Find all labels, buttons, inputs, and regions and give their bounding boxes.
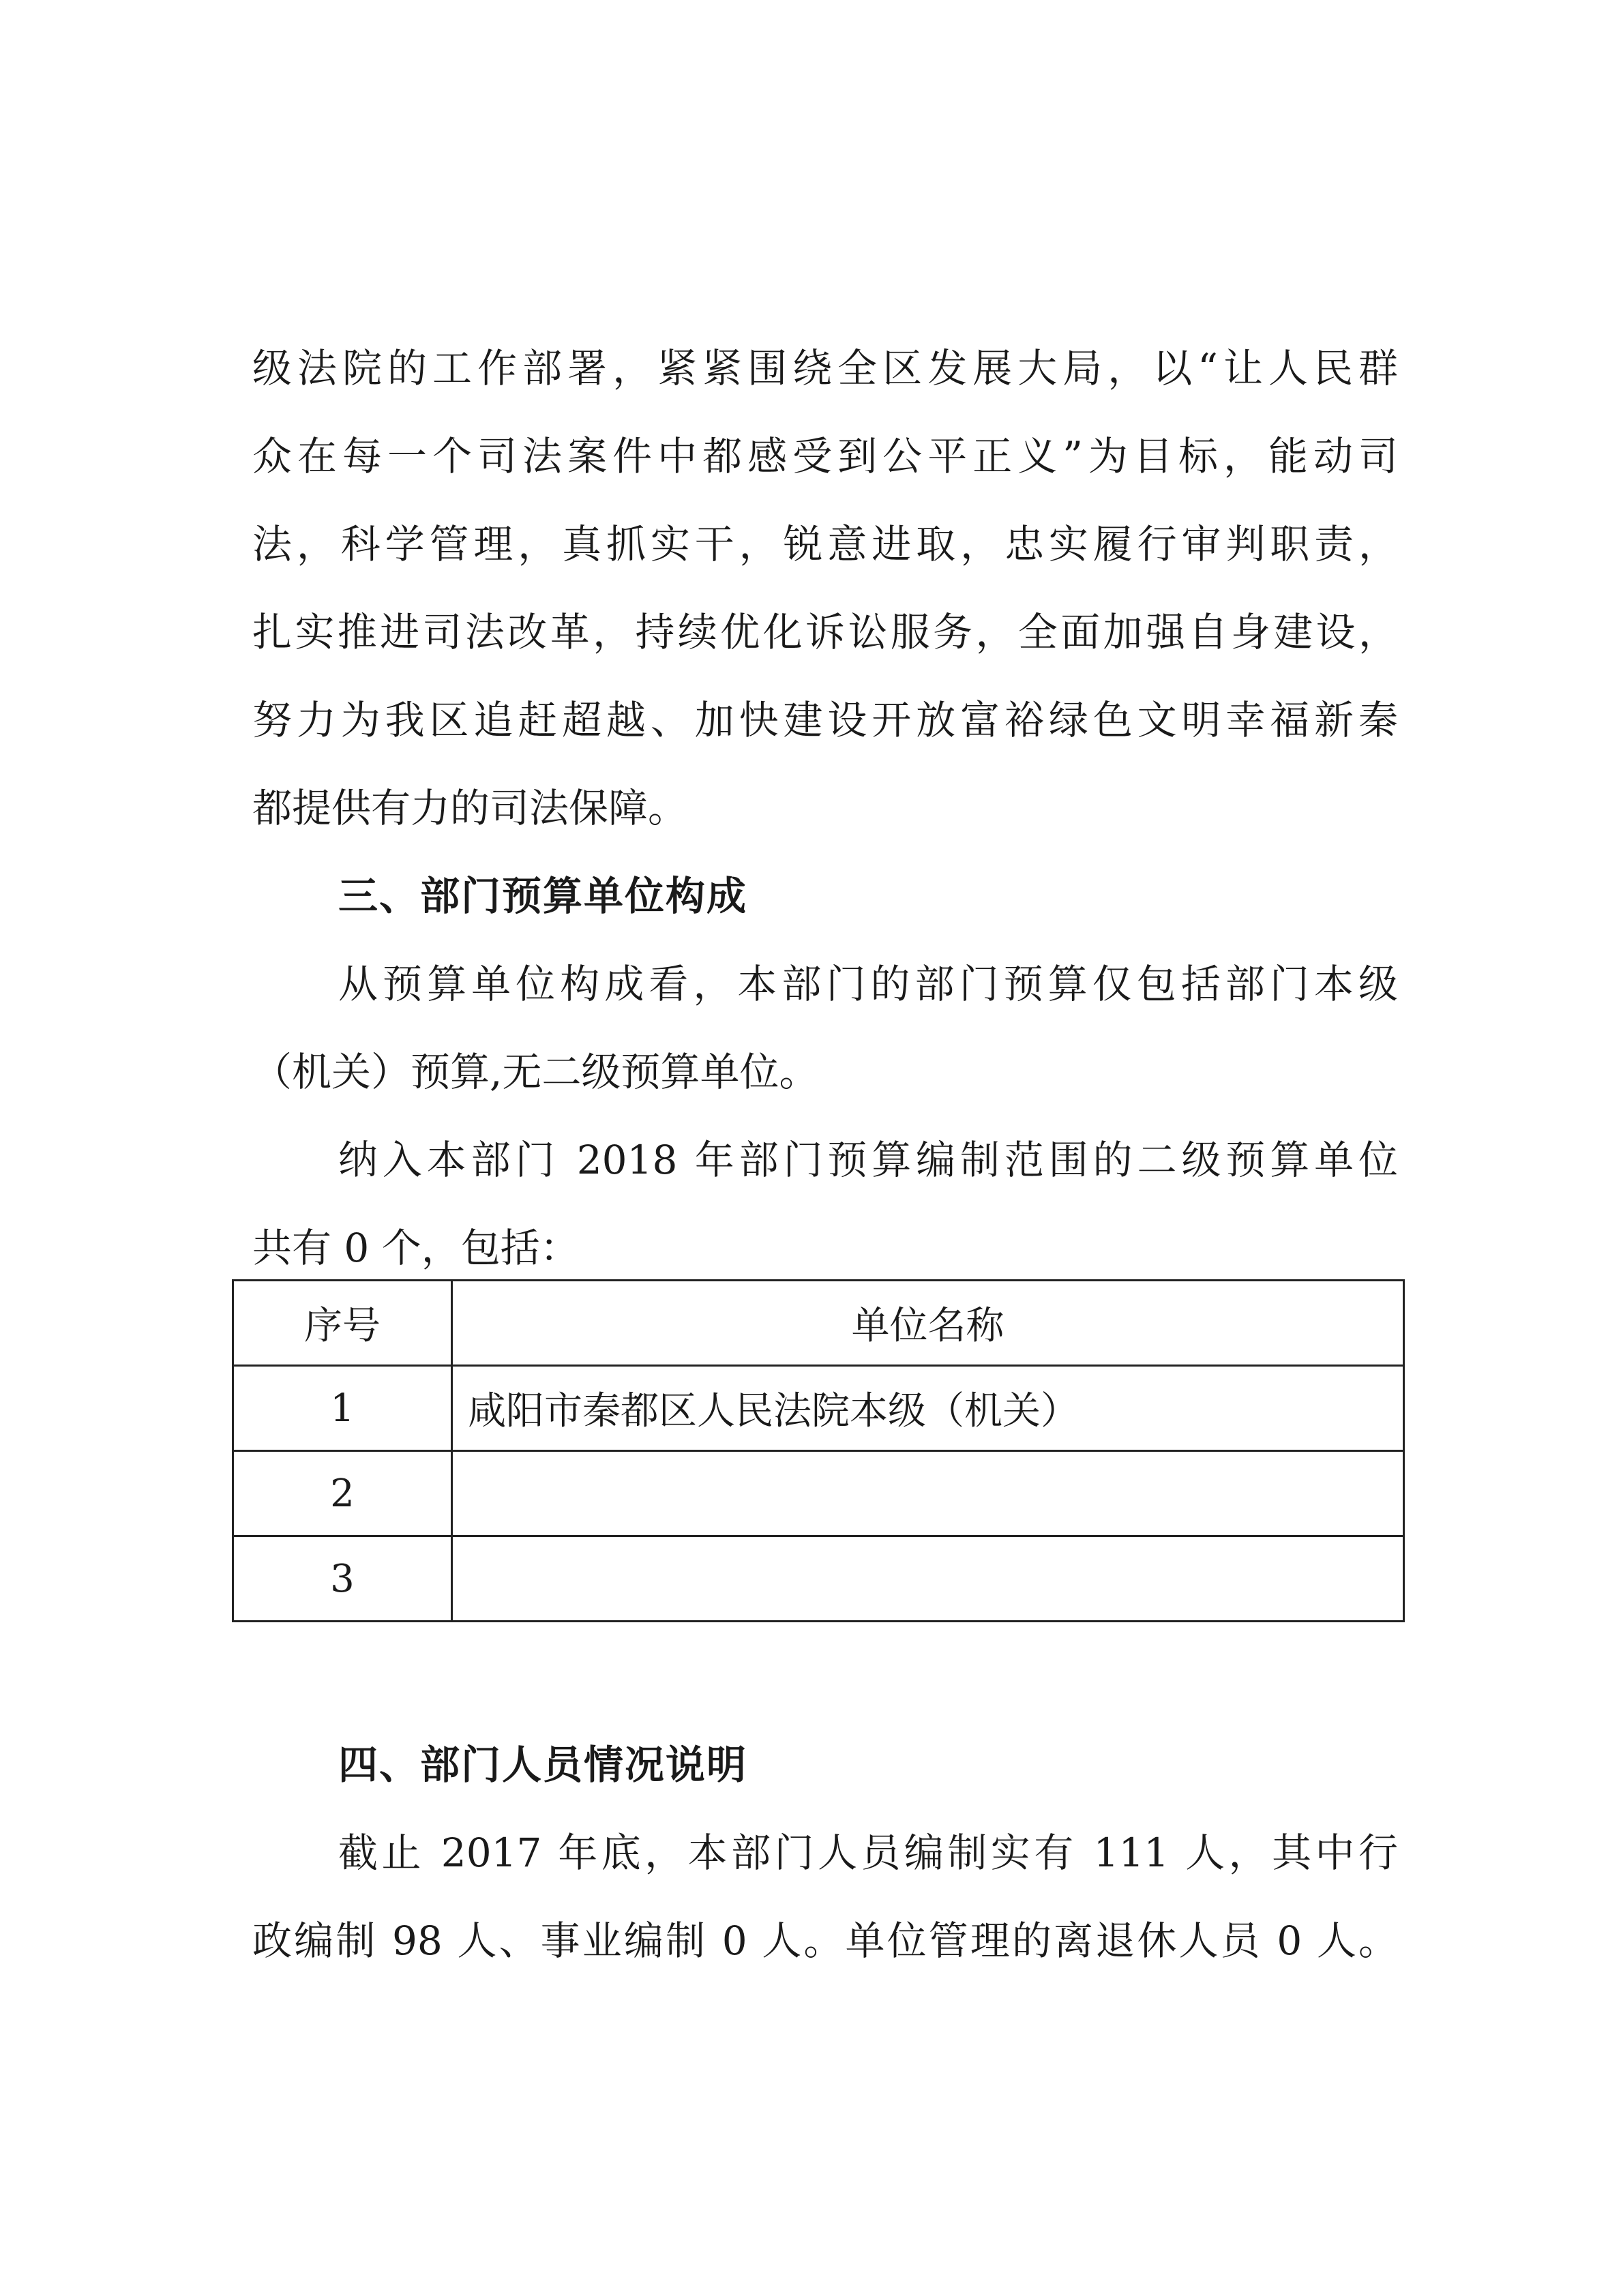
table-row [233,1536,1404,1622]
table-cell-seq: 2 [233,1451,452,1536]
paragraph-line: 努力为我区追赶超越、加快建设开放富裕绿色文明幸福新秦 [252,697,1398,743]
table-cell-unit-name [452,1536,1404,1622]
column-header-unit-name: 单位名称 [452,1281,1404,1366]
paragraph-line: 法，科学管理，真抓实干，锐意进取，忠实履行审判职责， [252,521,1398,567]
table-cell-unit-name: 咸阳市秦都区人民法院本级（机关） [452,1366,1404,1451]
paragraph-line: 政编制 98 人、事业编制 0 人。单位管理的离退休人员 0 人。 [252,1918,1398,1964]
paragraph-line: 级法院的工作部署，紧紧围绕全区发展大局，以“让人民群 [252,345,1398,391]
table-header-row [233,1281,1404,1366]
paragraph-line: 扎实推进司法改革，持续优化诉讼服务，全面加强自身建设， [252,609,1398,655]
table-cell-seq: 3 [233,1536,452,1622]
budget-units-table [232,1279,1405,1622]
paragraph-line: 共有 0 个，包括： [252,1225,580,1271]
table-cell-seq: 1 [233,1366,452,1451]
table-row [233,1366,1404,1451]
paragraph-line: 截止 2017 年底，本部门人员编制实有 111 人，其中行 [338,1830,1398,1876]
paragraph-line: 从预算单位构成看，本部门的部门预算仅包括部门本级 [338,961,1398,1007]
paragraph-line: 众在每一个司法案件中都感受到公平正义”为目标，能动司 [252,433,1398,479]
section-heading: 三、部门预算单位构成 [338,873,748,919]
table-cell-unit-name [452,1451,1404,1536]
paragraph-line: 都提供有力的司法保障。 [252,785,688,831]
column-header-seq: 序号 [233,1281,452,1366]
paragraph-line: 纳入本部门 2018 年部门预算编制范围的二级预算单位 [338,1137,1398,1183]
section-heading: 四、部门人员情况说明 [338,1742,748,1788]
paragraph-line: （机关）预算,无二级预算单位。 [252,1049,819,1095]
table-row [233,1451,1404,1536]
